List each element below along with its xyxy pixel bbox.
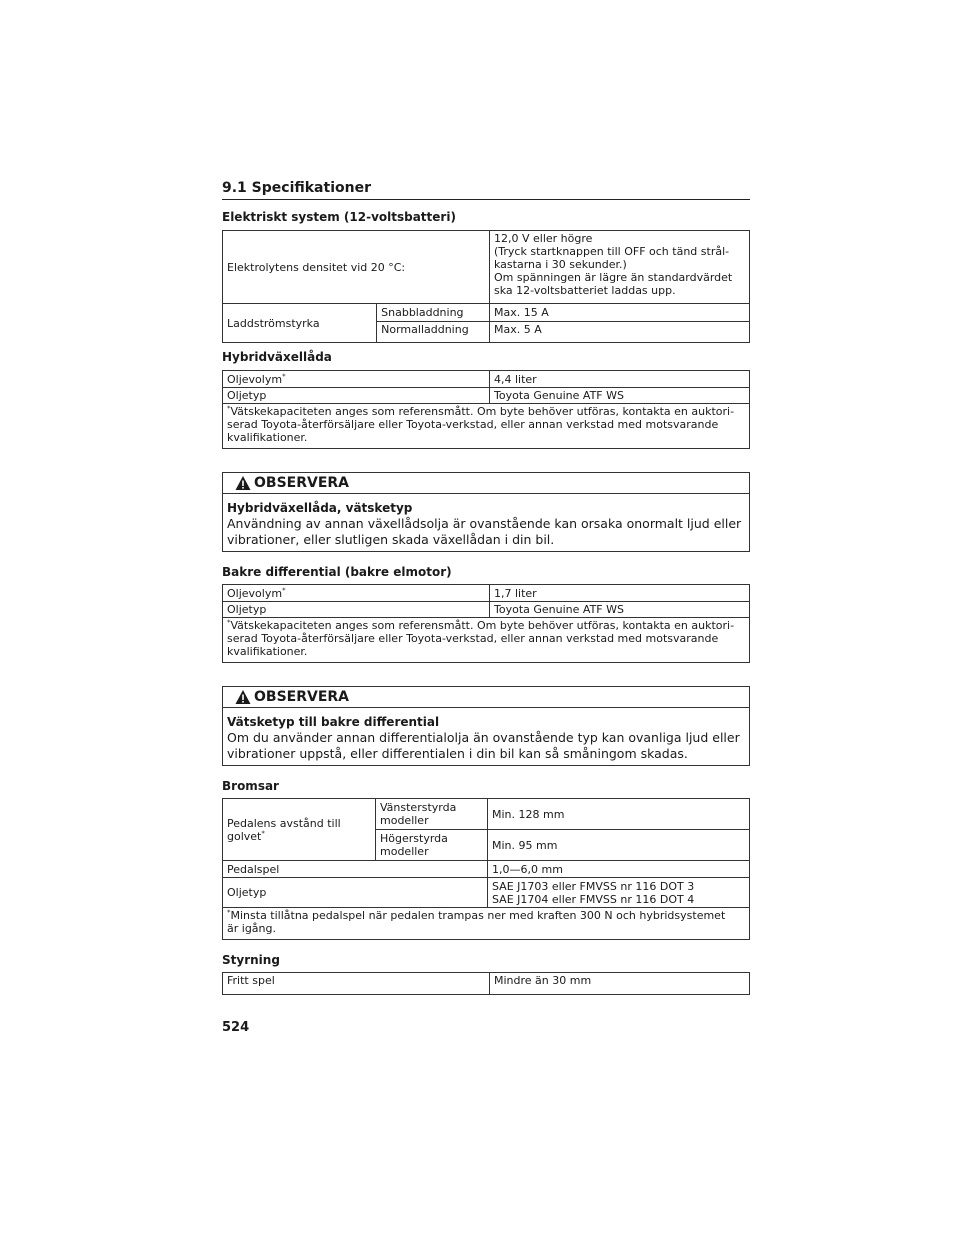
pedal-play-value: 1,0—6,0 mm: [488, 861, 750, 878]
normal-charge-value: Max. 5 A: [490, 322, 750, 343]
footnote-line-2: serad Toyota-återförsäljare eller Toyota-verkstad, eller annan verkstad med motsvarande: [227, 418, 719, 431]
observera-box-2: [222, 686, 750, 766]
hybrid-gearbox-table: [222, 370, 750, 449]
page-number: 524: [222, 1020, 250, 1035]
fast-charge-value: Max. 15 A: [490, 304, 750, 322]
fast-charge-label: Snabbladdning: [377, 304, 490, 322]
normal-charge-label: Normalladdning: [377, 322, 490, 343]
footnote-marker: *: [261, 828, 265, 837]
oil-type-value: Toyota Genuine ATF WS: [490, 388, 750, 404]
rhd-value: Min. 95 mm: [488, 830, 750, 861]
density-value-1: 12,0 V eller högre: [494, 232, 593, 245]
warning-icon: [235, 689, 251, 705]
observera-header: [223, 473, 749, 494]
lhd-value: Min. 128 mm: [488, 799, 750, 830]
rhd-label: Högerstyrda modeller: [376, 830, 488, 861]
rear-diff-table: [222, 584, 750, 663]
footnote-line-2: är igång.: [227, 922, 276, 935]
oil-volume-label: Oljevolym*: [223, 585, 490, 602]
density-label: Elektrolytens densitet vid 20 °C:: [227, 260, 406, 274]
steering-title: Styrning: [222, 953, 280, 967]
footnote-line-2: serad Toyota-återförsäljare eller Toyota-verkstad, eller annan verkstad med motsvarande: [227, 632, 719, 645]
observera-box-1: [222, 472, 750, 552]
footnote-marker: *: [227, 908, 231, 917]
footnote-cell: [223, 404, 750, 449]
footnote-cell: [223, 908, 750, 940]
notice-text-2: vibrationer uppstå, eller differentialen i din bil kan så småningom skadas.: [227, 746, 688, 761]
brakes-table: [222, 798, 750, 940]
oil-type-label: Oljetyp: [223, 388, 490, 404]
observera-label: OBSERVERA: [254, 689, 350, 705]
footnote-marker: *: [227, 618, 231, 627]
footnote-marker: *: [282, 371, 286, 380]
notice-text-2: vibrationer, eller slutligen skada växellådan i din bil.: [227, 532, 555, 547]
warning-icon: [235, 475, 251, 491]
steering-table: [222, 972, 750, 995]
notice-text-1: Användning av annan växellådsolja är ovanstående kan orsaka onormalt ljud eller: [227, 516, 742, 531]
pedal-distance-label: Pedalens avstånd till golvet*: [223, 799, 376, 861]
electrical-title: Elektriskt system (12-voltsbatteri): [222, 210, 456, 224]
pedal-play-label: Pedalspel: [223, 861, 488, 878]
density-value-cell: [490, 231, 750, 304]
free-play-label: Fritt spel: [223, 973, 490, 995]
footnote-cell: [223, 618, 750, 663]
density-value-3: kastarna i 30 sekunder.): [494, 258, 627, 271]
density-value-4: Om spänningen är lägre än standardvärdet: [494, 271, 733, 284]
oil-volume-label: Oljevolym*: [223, 371, 490, 388]
density-value-2: (Tryck startknappen till OFF och tänd strål-: [494, 245, 730, 258]
free-play-value: Mindre än 30 mm: [490, 973, 750, 995]
oil-volume-value: 4,4 liter: [490, 371, 750, 388]
brake-oil-value: SAE J1703 eller FMVSS nr 116 DOT 3 SAE J1704 eller FMVSS nr 116 DOT 4: [488, 878, 750, 908]
observera-label: OBSERVERA: [254, 475, 350, 491]
observera-header: [223, 687, 749, 708]
lhd-label: Vänsterstyrda modeller: [376, 799, 488, 830]
density-value-5: ska 12-voltsbatteriet laddas upp.: [494, 284, 676, 297]
brakes-title: Bromsar: [222, 779, 279, 793]
footnote-line-3: kvalifikationer.: [227, 431, 308, 444]
notice-title: Hybridväxellåda, vätsketyp: [227, 501, 413, 515]
density-label-cell: [223, 231, 490, 304]
footnote-marker: *: [282, 585, 286, 594]
notice-title: Vätsketyp till bakre differential: [227, 715, 440, 729]
oil-volume-value: 1,7 liter: [490, 585, 750, 602]
footnote-line-1: Minsta tillåtna pedalspel när pedalen trampas ner med kraften 300 N och hybridsystemet: [230, 909, 726, 922]
footnote-marker: *: [227, 404, 231, 413]
footnote-line-3: kvalifikationer.: [227, 645, 308, 658]
oil-type-label: Oljetyp: [223, 602, 490, 618]
oil-type-value: Toyota Genuine ATF WS: [490, 602, 750, 618]
rear-diff-title: Bakre differential (bakre elmotor): [222, 565, 452, 579]
hybrid-gearbox-title: Hybridväxellåda: [222, 350, 332, 364]
footnote-line-1: Vätskekapaciteten anges som referensmått. Om byte behöver utföras, kontakta en auktori-: [230, 405, 735, 418]
electrical-table: [222, 230, 750, 343]
brake-oil-label: Oljetyp: [223, 878, 488, 908]
notice-text-1: Om du använder annan differentialolja än ovanstående typ kan ovanliga ljud eller: [227, 730, 740, 745]
charge-label: Laddströmstyrka: [223, 304, 377, 343]
footnote-line-1: Vätskekapaciteten anges som referensmått. Om byte behöver utföras, kontakta en auktori-: [230, 619, 735, 632]
section-heading: 9.1 Specifikationer: [222, 180, 750, 200]
